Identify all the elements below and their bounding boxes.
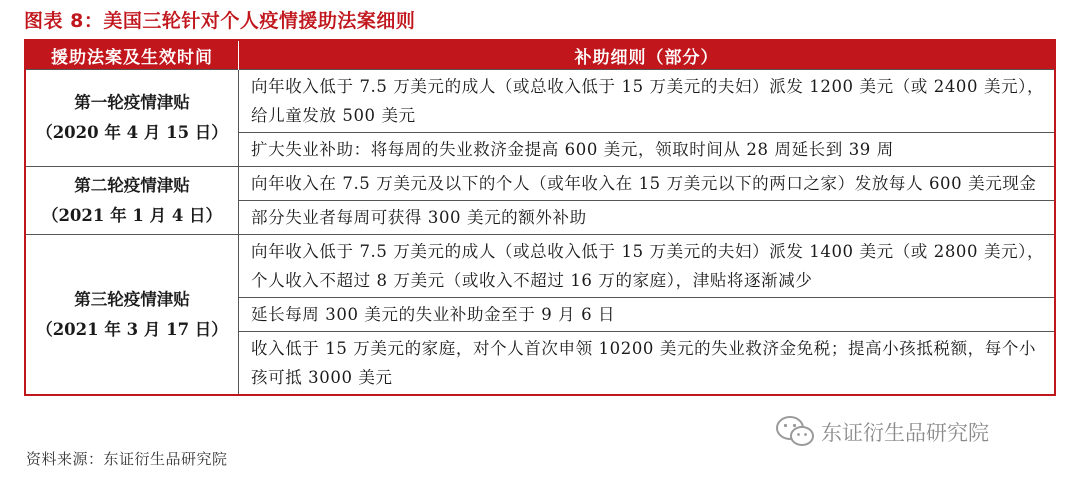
detail-cell: 收入低于 15 万美元的家庭，对个人首次申领 10200 美元的失业救济金免税；提高小孩抵税额，每个小孩可抵 3000 美元 xyxy=(239,332,1056,396)
table-row xyxy=(25,167,1055,201)
aid-table xyxy=(24,39,1056,396)
detail-cell: 向年收入低于 7.5 万美元的成人（或总收入低于 15 万美元的夫妇）派发 1400 美元（或 2800 美元），个人收入不超过 8 万美元（或收入不超过 16 万的家庭），津贴将逐渐减少 xyxy=(239,235,1056,298)
round-date: （2021 年 3 月 17 日） xyxy=(36,319,228,339)
source-note: 资料来源：东证衍生品研究院 xyxy=(26,450,228,468)
wechat-icon xyxy=(775,415,815,449)
figure-title: 图表 8：美国三轮针对个人疫情援助法案细则 xyxy=(24,10,416,32)
round-name: 第一轮疫情津贴 xyxy=(74,93,190,112)
round-date: （2021 年 1 月 4 日） xyxy=(41,205,223,225)
round-cell xyxy=(25,70,239,167)
round-name: 第二轮疫情津贴 xyxy=(74,175,190,195)
detail-cell: 部分失业者每周可获得 300 美元的额外补助 xyxy=(239,201,1056,235)
detail-cell: 延长每周 300 美元的失业补助金至于 9 月 6 日 xyxy=(239,298,1056,332)
round-cell xyxy=(25,235,239,396)
watermark-text: 东证衍生品研究院 xyxy=(821,421,989,445)
watermark xyxy=(775,412,989,452)
round-name: 第三轮疫情津贴 xyxy=(74,289,190,309)
table-row xyxy=(25,70,1055,133)
detail-cell: 扩大失业补助：将每周的失业救济金提高 600 美元，领取时间从 28 周延长到 39 周 xyxy=(239,133,1056,167)
detail-cell: 向年收入低于 7.5 万美元的成人（或总收入低于 15 万美元的夫妇）派发 1200 美元（或 2400 美元），给儿童发放 500 美元 xyxy=(239,70,1056,133)
round-date: （2020 年 4 月 15 日） xyxy=(36,123,228,142)
table-header-row xyxy=(25,40,1055,70)
round-cell xyxy=(25,167,239,235)
detail-cell: 向年收入在 7.5 万美元及以下的个人（或年收入在 15 万美元以下的两口之家）发放每人 600 美元现金 xyxy=(239,167,1056,201)
table-row xyxy=(25,235,1055,298)
header-details: 补助细则（部分） xyxy=(239,40,1056,70)
header-act-date: 援助法案及生效时间 xyxy=(25,40,239,70)
